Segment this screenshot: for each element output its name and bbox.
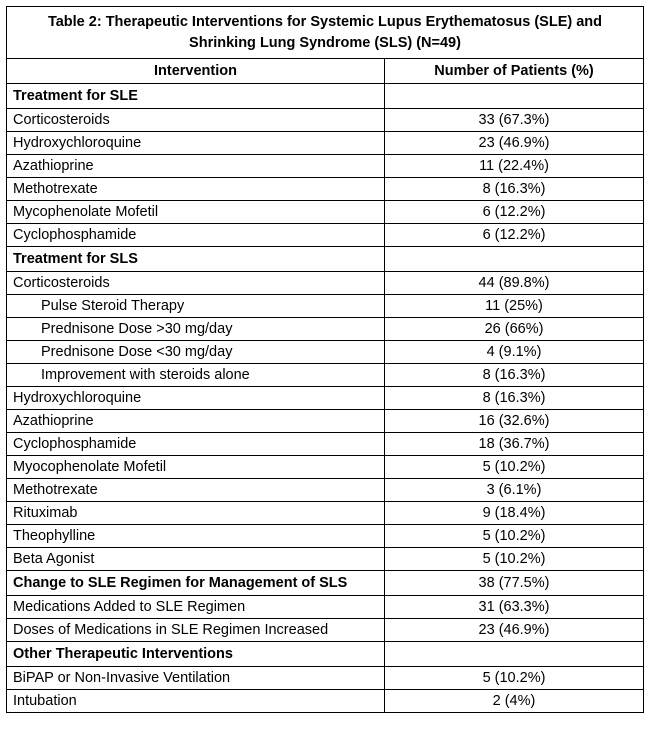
intervention-cell: Corticosteroids: [7, 109, 385, 132]
intervention-cell: Theophylline: [7, 525, 385, 548]
section-label: Other Therapeutic Interventions: [7, 642, 385, 667]
table-row: [7, 479, 644, 502]
patients-cell: 38 (77.5%): [385, 571, 644, 596]
intervention-cell: Cyclophosphamide: [7, 433, 385, 456]
header-row: [7, 59, 644, 84]
section-row: [7, 247, 644, 272]
table-row: [7, 224, 644, 247]
table-row: [7, 155, 644, 178]
intervention-cell: Azathioprine: [7, 155, 385, 178]
patients-cell: 3 (6.1%): [385, 479, 644, 502]
table-row: [7, 295, 644, 318]
therapeutic-interventions-table-container: [6, 6, 643, 713]
table-row: [7, 364, 644, 387]
patients-cell: 9 (18.4%): [385, 502, 644, 525]
table-row: [7, 178, 644, 201]
section-label: Treatment for SLE: [7, 84, 385, 109]
intervention-cell: Methotrexate: [7, 178, 385, 201]
patients-cell: 18 (36.7%): [385, 433, 644, 456]
column-header-intervention: Intervention: [7, 59, 385, 84]
intervention-cell: Hydroxychloroquine: [7, 132, 385, 155]
intervention-cell: Improvement with steroids alone: [7, 364, 385, 387]
intervention-cell: Azathioprine: [7, 410, 385, 433]
patients-cell: 26 (66%): [385, 318, 644, 341]
caption-row: [7, 7, 644, 59]
section-row: [7, 642, 644, 667]
patients-cell: 23 (46.9%): [385, 619, 644, 642]
intervention-cell: BiPAP or Non-Invasive Ventilation: [7, 667, 385, 690]
intervention-cell: Corticosteroids: [7, 272, 385, 295]
patients-cell: 16 (32.6%): [385, 410, 644, 433]
patients-cell: [385, 642, 644, 667]
patients-cell: [385, 84, 644, 109]
patients-cell: 5 (10.2%): [385, 667, 644, 690]
table-row: [7, 525, 644, 548]
intervention-cell: Prednisone Dose >30 mg/day: [7, 318, 385, 341]
table-row: [7, 548, 644, 571]
table-row: [7, 387, 644, 410]
table-caption: Table 2: Therapeutic Interventions for Systemic Lupus Erythematosus (SLE) and Shrinking Lung Syndrome (SLS) (N=49): [7, 7, 644, 59]
intervention-cell: Methotrexate: [7, 479, 385, 502]
patients-cell: 5 (10.2%): [385, 456, 644, 479]
column-header-patients: Number of Patients (%): [385, 59, 644, 84]
patients-cell: 11 (25%): [385, 295, 644, 318]
patients-cell: 2 (4%): [385, 690, 644, 713]
intervention-cell: Pulse Steroid Therapy: [7, 295, 385, 318]
intervention-cell: Hydroxychloroquine: [7, 387, 385, 410]
section-row: [7, 571, 644, 596]
patients-cell: [385, 247, 644, 272]
patients-cell: 5 (10.2%): [385, 525, 644, 548]
patients-cell: 6 (12.2%): [385, 224, 644, 247]
table-row: [7, 596, 644, 619]
patients-cell: 33 (67.3%): [385, 109, 644, 132]
intervention-cell: Beta Agonist: [7, 548, 385, 571]
intervention-cell: Rituximab: [7, 502, 385, 525]
patients-cell: 8 (16.3%): [385, 387, 644, 410]
patients-cell: 4 (9.1%): [385, 341, 644, 364]
intervention-cell: Intubation: [7, 690, 385, 713]
therapeutic-interventions-table: [6, 6, 644, 713]
patients-cell: 31 (63.3%): [385, 596, 644, 619]
table-row: [7, 690, 644, 713]
intervention-cell: Medications Added to SLE Regimen: [7, 596, 385, 619]
table-row: [7, 619, 644, 642]
patients-cell: 6 (12.2%): [385, 201, 644, 224]
intervention-cell: Doses of Medications in SLE Regimen Increased: [7, 619, 385, 642]
patients-cell: 11 (22.4%): [385, 155, 644, 178]
patients-cell: 23 (46.9%): [385, 132, 644, 155]
table-row: [7, 433, 644, 456]
table-row: [7, 667, 644, 690]
intervention-cell: Mycophenolate Mofetil: [7, 201, 385, 224]
table-row: [7, 272, 644, 295]
table-row: [7, 318, 644, 341]
section-label: Treatment for SLS: [7, 247, 385, 272]
intervention-cell: Myocophenolate Mofetil: [7, 456, 385, 479]
table-row: [7, 201, 644, 224]
table-row: [7, 456, 644, 479]
patients-cell: 8 (16.3%): [385, 364, 644, 387]
table-row: [7, 341, 644, 364]
patients-cell: 44 (89.8%): [385, 272, 644, 295]
section-row: [7, 84, 644, 109]
table-row: [7, 410, 644, 433]
table-row: [7, 109, 644, 132]
table-row: [7, 132, 644, 155]
table-row: [7, 502, 644, 525]
intervention-cell: Prednisone Dose <30 mg/day: [7, 341, 385, 364]
section-label: Change to SLE Regimen for Management of SLS: [7, 571, 385, 596]
patients-cell: 8 (16.3%): [385, 178, 644, 201]
patients-cell: 5 (10.2%): [385, 548, 644, 571]
intervention-cell: Cyclophosphamide: [7, 224, 385, 247]
